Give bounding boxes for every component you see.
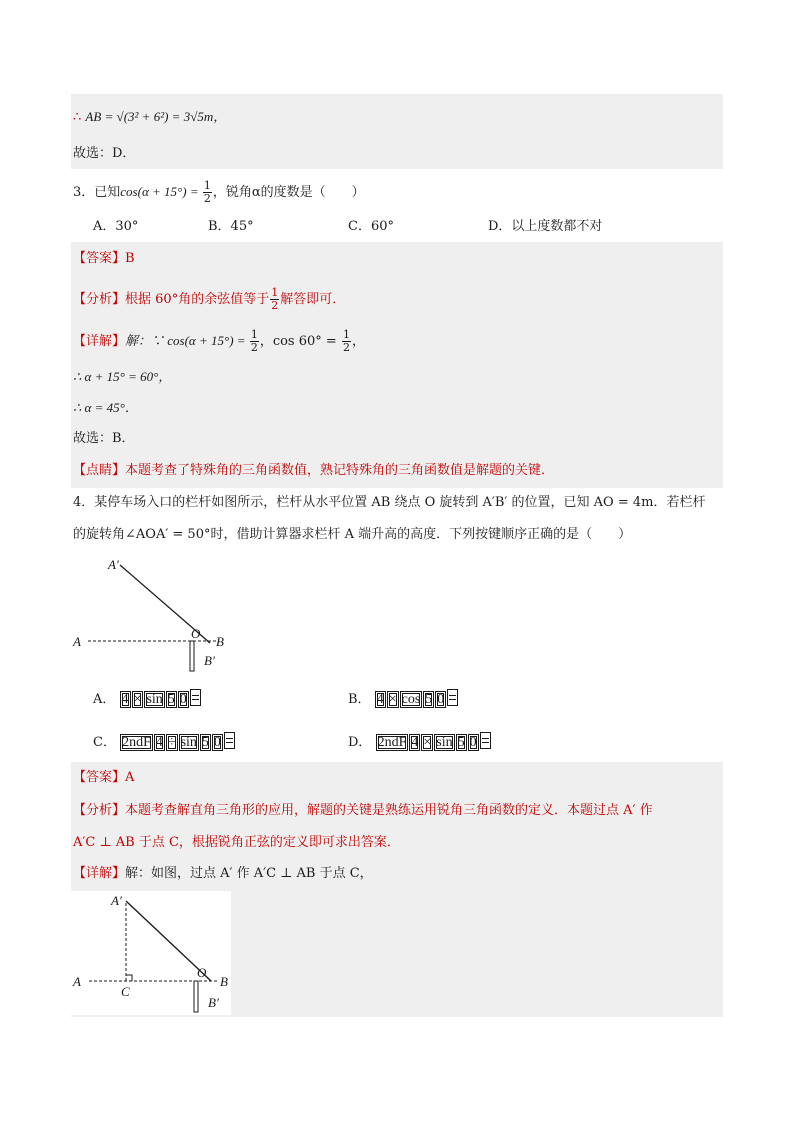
q3-analysis: 【分析】根据 60°角的余弦值等于 $\frac{1}{2}$ 解答即可． (73, 286, 346, 312)
solution-choice-top: 故选：D． (73, 146, 136, 161)
equals-key-icon (224, 732, 235, 749)
label-b-prime: B′ (204, 653, 215, 668)
fraction-half: $\frac{1}{2}$ (250, 328, 258, 354)
equals-key-icon (447, 689, 458, 706)
solution-block-q3 (71, 242, 723, 488)
label-o: O (197, 965, 207, 980)
fraction-half: $\frac{1}{2}$ (271, 286, 279, 312)
equals-key-icon (480, 732, 491, 749)
solution-line-ab: ∴ AB = √(3² + 6²) = 3√5m， (73, 109, 227, 125)
q3-step-1: ∴ α + 15° = 60°， (73, 369, 172, 384)
q3-answer: 【答案】B (73, 251, 135, 266)
label-b: B (220, 974, 228, 989)
barrier-post (190, 641, 194, 671)
q3-step-3: 故选：B． (73, 431, 135, 446)
equals-key-icon (190, 689, 201, 706)
label-b-prime: B′ (208, 995, 219, 1010)
label-a-prime: A′ (111, 893, 122, 908)
q4-answer: 【答案】A (73, 770, 135, 785)
label-o: O (191, 626, 201, 641)
label-a-prime: A′ (108, 557, 119, 572)
q3-option-b: B．45° (208, 219, 254, 234)
q4-option-c: C． 2ndF 4 ÷ sin 5 0 (93, 732, 235, 752)
q4-detail: 【详解】解：如图，过点 A′ 作 A′C ⊥ AB 于点 C， (73, 866, 373, 881)
q3-detail: 【详解】解：∵ cos(α + 15°) = $\frac{1}{2}$ ，cos 60° = $\frac{1}{2}$ ， (73, 328, 365, 354)
q4-stem-line1: 4．某停车场入口的栏杆如图所示，栏杆从水平位置 AB 绕点 O 旋转到 A′B′ 的位置，已知 AO = 4m．若栏杆 (73, 495, 706, 510)
label-a: A (73, 974, 81, 989)
fraction-half: $\frac{1}{2}$ (342, 328, 350, 354)
q4-stem-line2: 的旋转角∠AOA′ = 50°时，借助计算器求栏杆 A 端升高的高度．下列按键顺序正确的是（ ） (73, 527, 632, 542)
q3-option-d: D．以上度数都不对 (488, 219, 603, 234)
q4-analysis-line2: A′C ⊥ AB 于点 C，根据锐角正弦的定义即可求出答案． (73, 835, 400, 850)
q3-option-a: A．30° (93, 219, 139, 234)
q4-figure-barrier (70, 555, 230, 675)
q3-stem: 3．已知cos(α + 15°) = $\frac{1}{2}$ ，锐角α的度数是（ ） (73, 179, 365, 205)
label-c: C (121, 984, 130, 999)
q4-option-d: D． 2ndF 4 × sin 5 0 (348, 732, 491, 752)
solution-block-top (71, 94, 723, 169)
q3-comment: 【点睛】本题考查了特殊角的三角函数值，熟记特殊角的三角函数值是解题的关键． (73, 463, 555, 478)
label-b: B (216, 634, 224, 649)
q4-option-a: A． 4 × sin 5 0 (93, 689, 201, 709)
q4-analysis-line1: 【分析】本题考查解直角三角形的应用，解题的关键是熟练运用锐角三角函数的定义．本题过点 A′ 作 (73, 803, 653, 818)
label-a: A (73, 634, 81, 649)
q3-step-2: ∴ α = 45°． (73, 400, 138, 415)
q4-option-b: B． 4 × cos 5 0 (348, 689, 458, 709)
q3-option-c: C．60° (348, 219, 394, 234)
fraction-half: $\frac{1}{2}$ (203, 179, 211, 205)
q4-figure-solution (71, 891, 231, 1015)
